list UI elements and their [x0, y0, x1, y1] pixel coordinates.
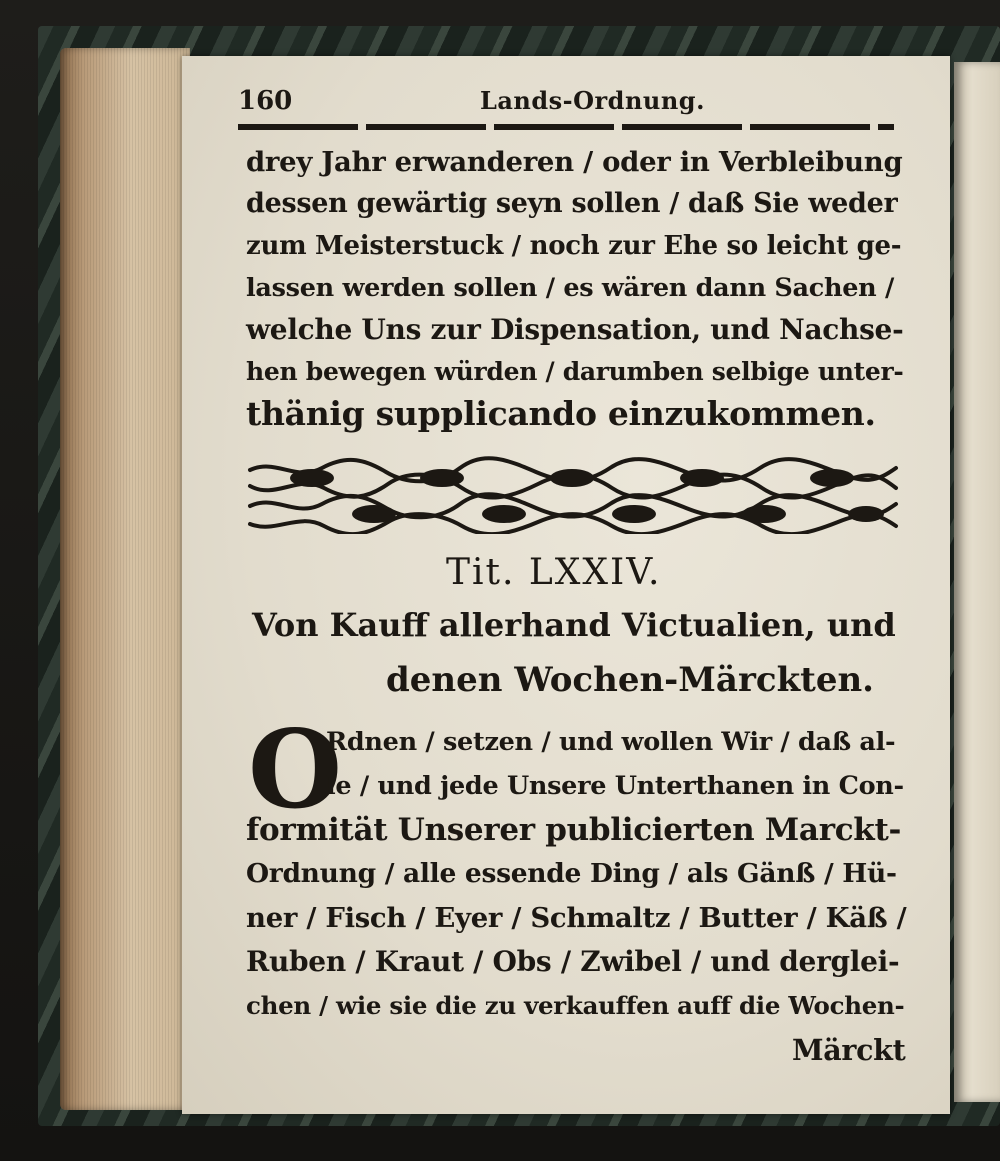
drop-cap: O	[248, 707, 343, 833]
text-line: lassen werden sollen / es wären dann Sachen /	[246, 273, 894, 303]
ornament-band	[246, 456, 900, 534]
text-line: welche Uns zur Dispensation, und Nachse-	[246, 313, 904, 346]
text-line: Ordnung / alle essende Ding / als Gänß / Hü-	[246, 858, 897, 889]
text-line: le / und jede Unsere Unterthanen in Con-	[326, 771, 904, 801]
text-line: Ruben / Kraut / Obs / Zwibel / und derglei-	[246, 945, 900, 978]
text-line: ner / Fisch / Eyer / Schmaltz / Butter / Käß /	[246, 902, 907, 934]
text-line: zum Meisterstuck / noch zur Ehe so leicht ge-	[246, 231, 902, 261]
text-line: dessen gewärtig seyn sollen / daß Sie weder	[246, 188, 898, 219]
title-number: Tit. LXXIV.	[446, 552, 662, 593]
title-line-1: Von Kauff allerhand Victualien, und	[252, 606, 896, 644]
title-line-2: denen Wochen-Märckten.	[386, 660, 875, 700]
text-line: chen / wie sie die zu verkauffen auff die Wochen-	[246, 991, 905, 1020]
text-line: thänig supplicando einzukommen.	[246, 394, 876, 433]
text-line: formität Unserer publicierten Marckt-	[246, 812, 902, 848]
text-line: drey Jahr erwanderen / oder in Verbleibung	[246, 146, 903, 178]
page-number: 160	[238, 86, 293, 116]
text-line: Märckt	[792, 1033, 906, 1067]
header-rule	[238, 124, 894, 130]
text-line: hen bewegen würden / darumben selbige unter-	[246, 357, 904, 386]
running-title: Lands-Ordnung.	[480, 86, 705, 115]
text-line: Rdnen / setzen / und wollen Wir / daß al-	[326, 727, 896, 757]
